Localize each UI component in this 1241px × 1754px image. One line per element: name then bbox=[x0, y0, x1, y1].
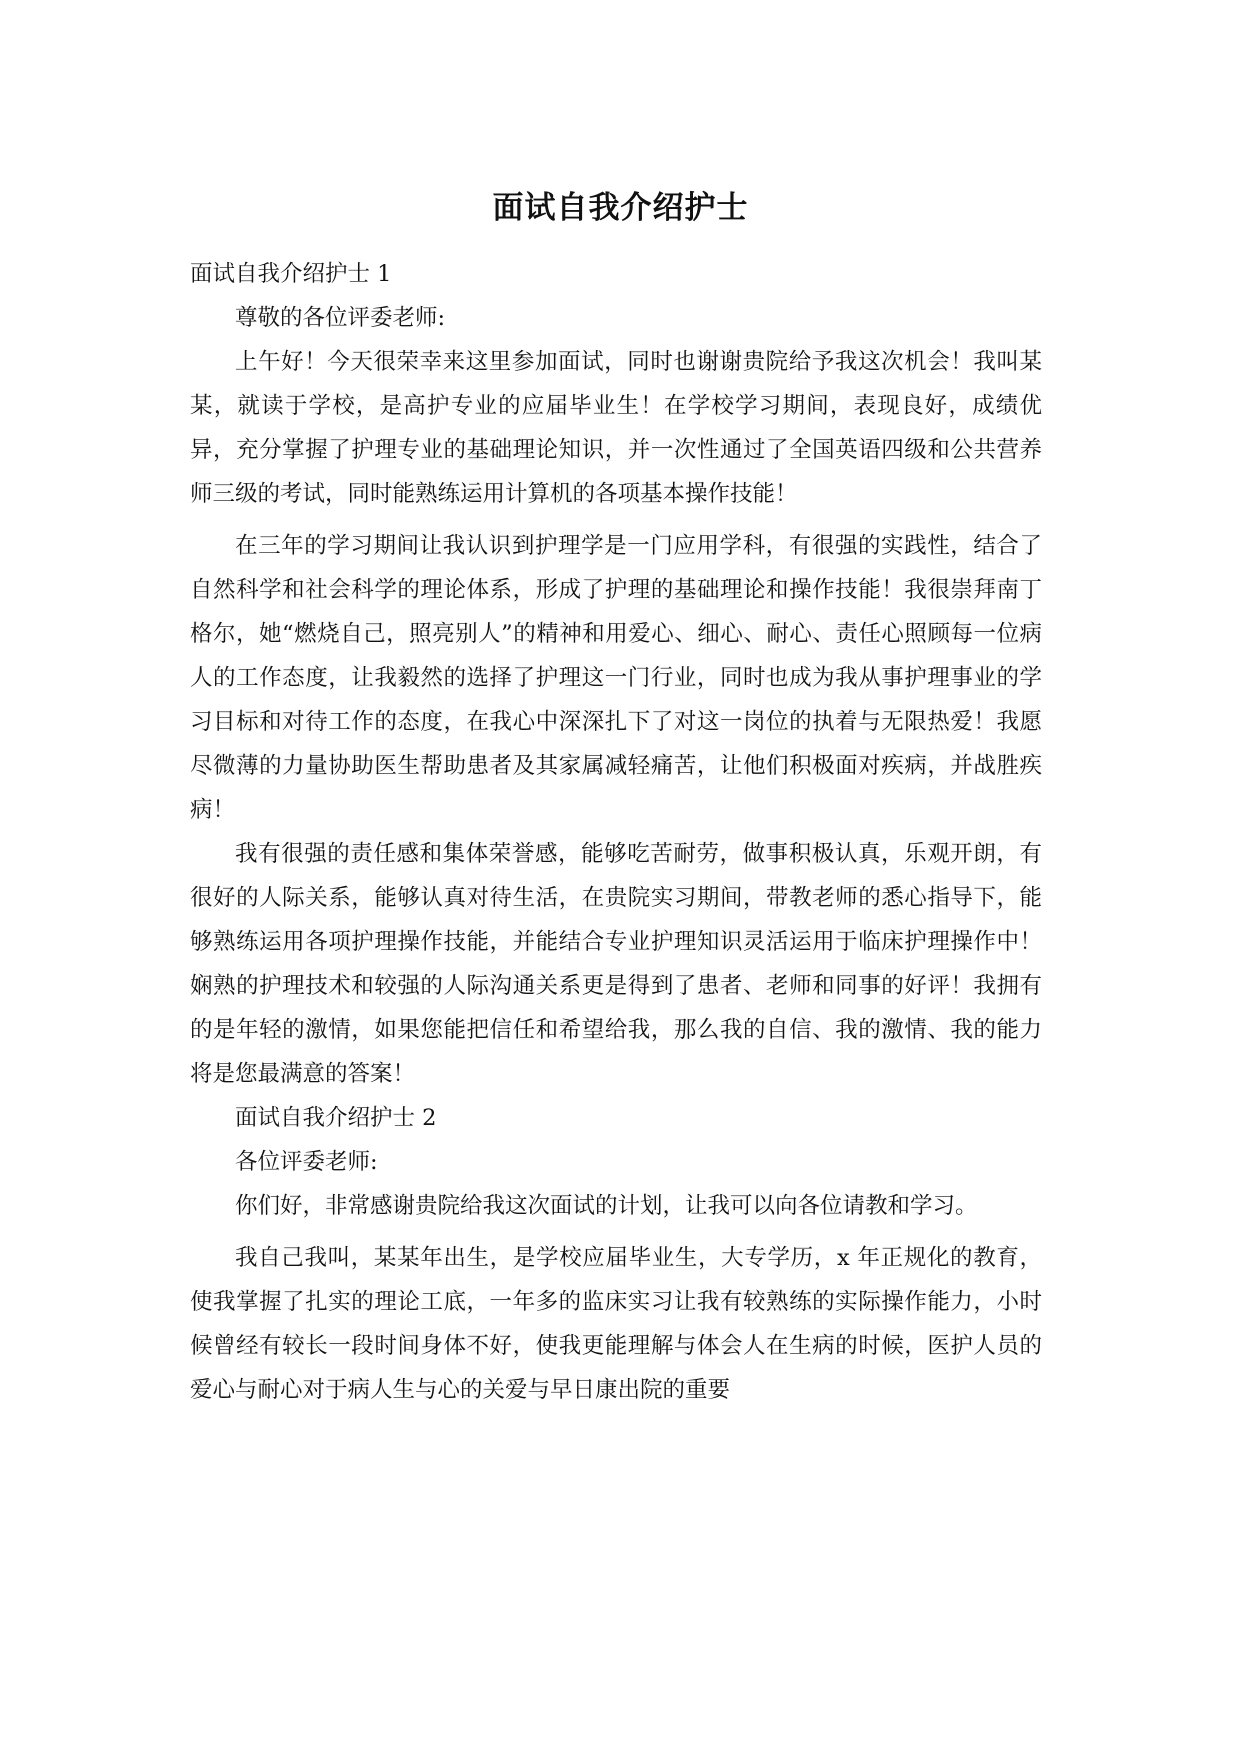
paragraph-study: 在三年的学习期间让我认识到护理学是一门应用学科，有很强的实践性，结合了自然科学和社会科学的理论体系，形成了护理的基础理论和操作技能！我很崇拜南丁格尔，她“燃烧自己，照亮别人”的精神和用爱心、细心、耐心、责任心照顾每一位病人的工作态度，让我毅然的选择了护理这一门行业，同时也成为我从事护理事业的学习目标和对待工作的态度，在我心中深深扎下了对这一岗位的执着与无限热爱！我愿尽微薄的力量协助医生帮助患者及其家属减轻痛苦，让他们积极面对疾病，并战胜疾病！ bbox=[190, 533, 1042, 823]
document-title: 面试自我介绍护士 bbox=[492, 190, 749, 226]
paragraph-greeting: 上午好！今天很荣幸来这里参加面试，同时也谢谢贵院给予我这次机会！我叫某某，就读于学校，是高护专业的应届毕业生！在学校学习期间，表现良好，成绩优异，充分掌握了护理专业的基础理论知识，并一次性通过了全国英语四级和公共营养师三级的考试，同时能熟练运用计算机的各项基本操作技能！ bbox=[190, 349, 1042, 507]
paragraph-qualities: 我有很强的责任感和集体荣誉感，能够吃苦耐劳，做事积极认真，乐观开朗，有很好的人际关系，能够认真对待生活，在贵院实习期间，带教老师的悉心指导下，能够熟练运用各项护理操作技能，并能结合专业护理知识灵活运用于临床护理操作中！娴熟的护理技术和较强的人际沟通关系更是得到了患者、老师和同事的好评！我拥有的是年轻的激情，如果您能把信任和希望给我，那么我的自信、我的激情、我的能力将是您最满意的答案！ bbox=[190, 841, 1042, 1087]
salutation-1: 尊敬的各位评委老师: bbox=[235, 305, 446, 331]
salutation-2: 各位评委老师: bbox=[235, 1149, 378, 1175]
section-heading-1: 面试自我介绍护士 1 bbox=[190, 261, 392, 287]
paragraph-thanks: 你们好，非常感谢贵院给我这次面试的计划，让我可以向各位请教和学习。 bbox=[235, 1193, 978, 1219]
document-body bbox=[190, 252, 1042, 1412]
paragraph-background: 我自己我叫，某某年出生，是学校应届毕业生，大专学历，x 年正规化的教育，使我掌握了扎实的理论工底，一年多的监床实习让我有较熟练的实际操作能力，小时候曾经有较长一段时间身体不好，使我更能理解与体会人在生病的时候，医护人员的爱心与耐心对于病人生与心的关爱与早日康出院的重要 bbox=[190, 1245, 1042, 1403]
section-heading-2: 面试自我介绍护士 2 bbox=[235, 1105, 437, 1131]
